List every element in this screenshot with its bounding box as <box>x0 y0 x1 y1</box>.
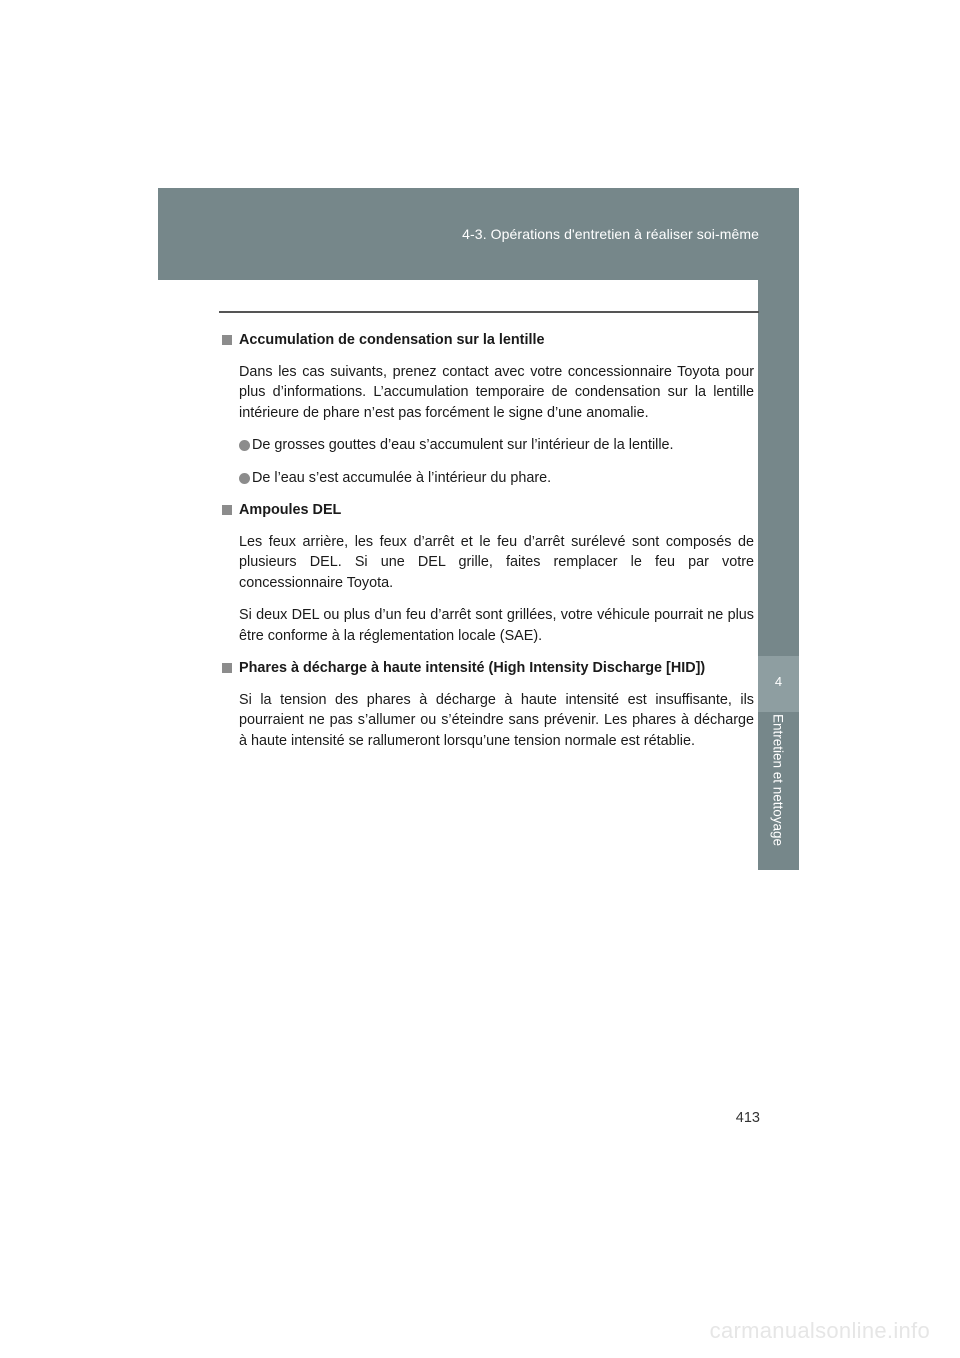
paragraph: Dans les cas suivants, prenez contact avec votre concessionnaire Toyota pour plus d’informations. L’accumulation temporaire de condensation sur la lentille intérieure de phare n’est pas forcément le signe d’une anomalie. <box>239 363 754 421</box>
list-item: De grosses gouttes d’eau s’accumulent sur l’intérieur de la lentille. <box>239 435 754 456</box>
page-content <box>222 330 754 763</box>
paragraph: Les feux arrière, les feux d’arrêt et le feu d’arrêt surélevé sont composés de plusieurs DEL. Si une DEL grille, faites remplacer le feu par votre concessionnaire Toyota. <box>239 533 754 591</box>
paragraph: Si deux DEL ou plus d’un feu d’arrêt sont grillées, votre véhicule pourrait ne plus être conforme à la réglementation locale (SAE). <box>239 607 754 644</box>
header-rule <box>219 311 759 313</box>
section-heading: Ampoules DEL <box>222 500 754 521</box>
page-number: 413 <box>735 1110 760 1126</box>
square-bullet-icon <box>222 663 232 673</box>
square-bullet-icon <box>222 335 232 345</box>
circle-bullet-icon <box>239 473 250 484</box>
chapter-label: Entretien et nettoyage <box>770 713 786 847</box>
section-heading: Phares à décharge à haute intensité (High Intensity Discharge [HID]) <box>222 658 754 679</box>
section-heading: Accumulation de condensation sur la lentille <box>222 330 754 351</box>
side-tab <box>758 280 799 870</box>
header-band <box>158 188 799 280</box>
chapter-number-box <box>758 656 799 712</box>
section-title: 4-3. Opérations d'entretien à réaliser soi-même <box>462 226 759 242</box>
circle-bullet-icon <box>239 440 250 451</box>
paragraph: Si la tension des phares à décharge à haute intensité est insuffisante, ils pourraient ne pas s’allumer ou s’éteindre sans prévenir. Les phares à décharge à haute intensité se rallumeront lorsqu’une tension normale est rétablie. <box>239 691 754 749</box>
watermark: carmanualsonline.info <box>709 1318 930 1343</box>
list-item: De l’eau s’est accumulée à l’intérieur du phare. <box>239 468 754 489</box>
chapter-number: 4 <box>774 674 783 689</box>
square-bullet-icon <box>222 505 232 515</box>
